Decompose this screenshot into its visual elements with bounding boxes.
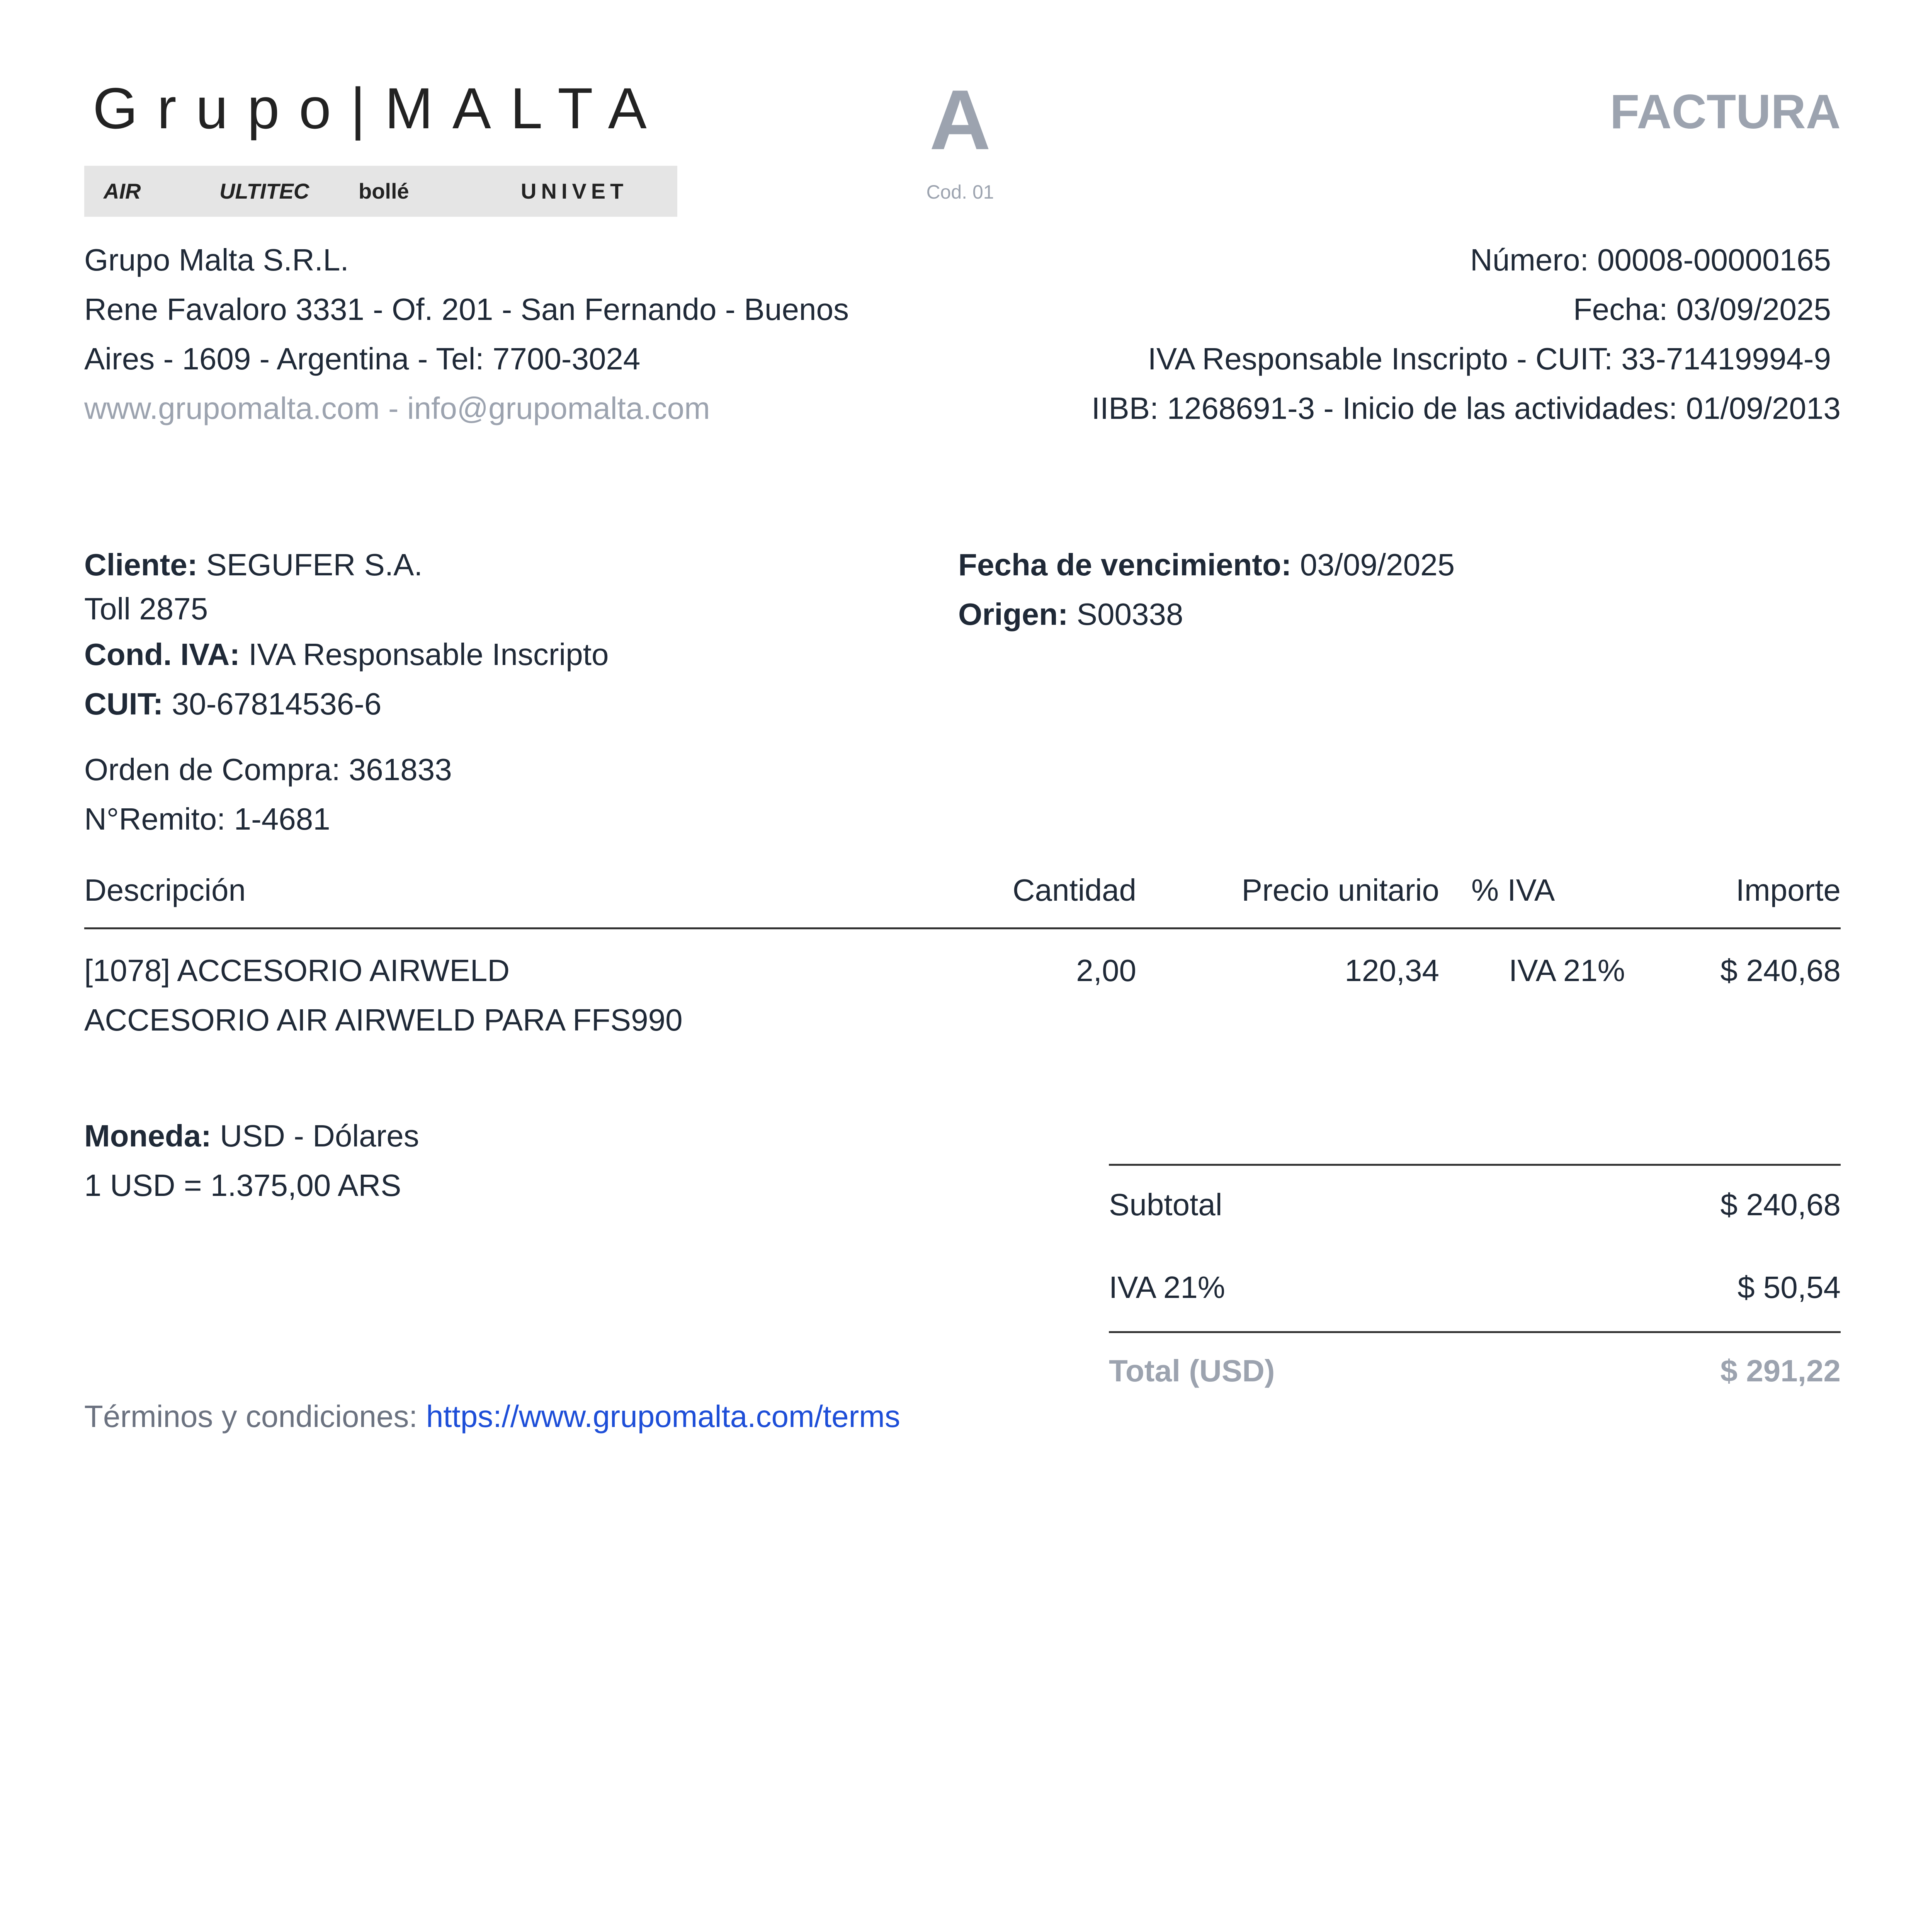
company-iva-cuit: IVA Responsable Inscripto - CUIT: 33-71419994-9 xyxy=(1148,342,1831,376)
cond-iva-value: IVA Responsable Inscripto xyxy=(240,637,609,672)
currency-label: Moneda: xyxy=(84,1119,211,1153)
col-header-unit-price: Precio unitario xyxy=(1241,873,1439,907)
cuit-label: CUIT: xyxy=(84,687,163,721)
company-logo: Grupo|MALTA xyxy=(93,76,666,141)
item-description-line2: ACCESORIO AIR AIRWELD PARA FFS990 xyxy=(84,1003,683,1037)
invoice-code: Cod. 01 xyxy=(926,181,994,203)
origin xyxy=(958,590,1183,639)
currency-value: USD - Dólares xyxy=(211,1119,419,1153)
brand-logos-bar xyxy=(84,166,677,217)
company-address-line1: Rene Favaloro 3331 - Of. 201 - San Fernando - Buenos xyxy=(84,292,849,327)
col-header-quantity: Cantidad xyxy=(1012,873,1136,907)
brand-air-logo: AIR xyxy=(104,179,141,203)
purchase-order: Orden de Compra: 361833 xyxy=(84,752,452,787)
vat-total-label: IVA 21% xyxy=(1109,1270,1225,1304)
terms-and-conditions xyxy=(84,1392,900,1441)
item-amount: $ 240,68 xyxy=(1720,953,1841,988)
client-name xyxy=(84,540,423,590)
origin-label: Origen: xyxy=(958,597,1068,631)
cuit-value: 30-67814536-6 xyxy=(163,687,382,721)
brand-univet-logo: UNIVET xyxy=(521,179,628,203)
subtotal-value: $ 240,68 xyxy=(1720,1187,1841,1222)
subtotal-label: Subtotal xyxy=(1109,1187,1222,1222)
due-date xyxy=(958,540,1455,590)
invoice-letter: A xyxy=(929,72,991,167)
grand-total-value: $ 291,22 xyxy=(1720,1354,1841,1388)
company-iibb: IIBB: 1268691-3 - Inicio de las actividades: 01/09/2013 xyxy=(1091,391,1841,425)
origin-value: S00338 xyxy=(1068,597,1183,631)
col-header-description: Descripción xyxy=(84,873,246,907)
company-address-line2: Aires - 1609 - Argentina - Tel: 7700-3024 xyxy=(84,342,641,376)
due-date-value: 03/09/2025 xyxy=(1291,548,1455,582)
currency xyxy=(84,1111,419,1161)
item-description-line1: [1078] ACCESORIO AIRWELD xyxy=(84,953,510,988)
terms-link[interactable]: https://www.grupomalta.com/terms xyxy=(426,1399,900,1434)
table-header-divider xyxy=(84,927,1841,929)
document-type-title: FACTURA xyxy=(1610,85,1841,139)
invoice-date: Fecha: 03/09/2025 xyxy=(1573,292,1831,327)
item-unit-price: 120,34 xyxy=(1345,953,1439,988)
due-date-label: Fecha de vencimiento: xyxy=(958,548,1292,582)
client-label: Cliente: xyxy=(84,548,198,582)
item-quantity: 2,00 xyxy=(1076,953,1136,988)
vat-total-value: $ 50,54 xyxy=(1737,1270,1841,1304)
cond-iva-label: Cond. IVA: xyxy=(84,637,240,672)
client-address: Toll 2875 xyxy=(84,592,208,626)
exchange-rate: 1 USD = 1.375,00 ARS xyxy=(84,1168,401,1202)
col-header-amount: Importe xyxy=(1736,873,1841,907)
item-vat: IVA 21% xyxy=(1509,953,1625,988)
delivery-note: N°Remito: 1-4681 xyxy=(84,802,330,836)
terms-label: Términos y condiciones: xyxy=(84,1399,426,1434)
col-header-vat: % IVA xyxy=(1471,873,1555,907)
grand-total-label: Total (USD) xyxy=(1109,1354,1275,1388)
brand-bolle-logo: bollé xyxy=(359,179,409,203)
client-cuit xyxy=(84,679,381,729)
totals-bottom-divider xyxy=(1109,1331,1841,1333)
company-name: Grupo Malta S.R.L. xyxy=(84,243,349,277)
totals-top-divider xyxy=(1109,1164,1841,1166)
client-cond-iva xyxy=(84,630,609,679)
client-value: SEGUFER S.A. xyxy=(197,548,423,582)
brand-ultitec-logo: ULTITEC xyxy=(219,179,309,203)
company-web-email: www.grupomalta.com - info@grupomalta.com xyxy=(84,391,710,425)
invoice-number: Número: 00008-00000165 xyxy=(1470,243,1831,277)
